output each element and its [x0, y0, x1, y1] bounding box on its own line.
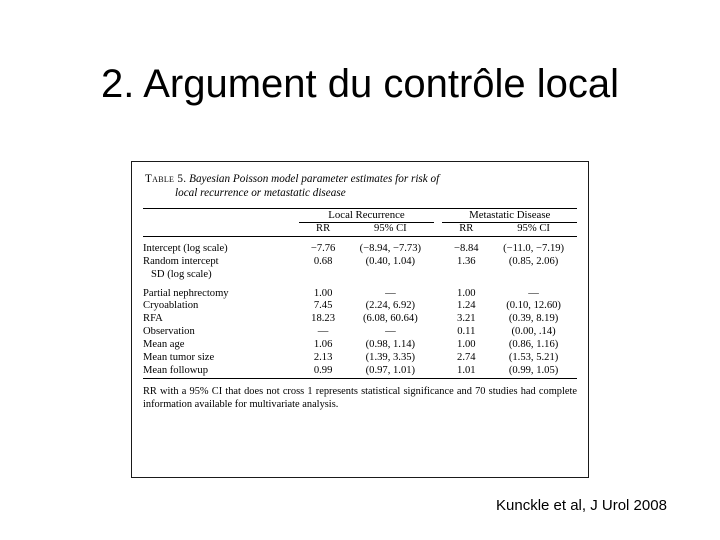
cell-md-rr: 1.36: [457, 255, 476, 267]
column-gap: [434, 326, 443, 339]
column-gap: [434, 300, 443, 313]
cell-md-ci: (0.86, 1.16): [508, 339, 559, 351]
column-header-lr-rr: RR: [299, 222, 347, 236]
cell-lr-rr: 7.45: [313, 300, 333, 312]
table-footnote: RR with a 95% CI that does not cross 1 represents statistical significance and 70 studies had complete information available for multivariate analysis.: [143, 378, 577, 412]
table-row: [143, 326, 577, 339]
cell-md-ci: (0.39, 8.19): [508, 313, 559, 325]
cell-lr-rr: —: [317, 326, 329, 338]
table-row: [143, 352, 577, 365]
table-row: [143, 313, 577, 326]
table-row: [143, 339, 577, 352]
column-header-md-rr: RR: [442, 222, 490, 236]
cell-md-ci: —: [528, 287, 539, 299]
row-label: SD (log scale): [151, 268, 212, 280]
row-label: Observation: [143, 326, 195, 338]
cell-lr-rr: [299, 269, 347, 282]
column-gap: [434, 313, 443, 326]
cell-lr-rr: −7.76: [310, 242, 336, 254]
group-header-local-recurrence: Local Recurrence: [299, 208, 434, 222]
cell-lr-rr: 0.99: [313, 365, 333, 377]
cell-lr-ci: (0.97, 1.01): [365, 365, 416, 377]
table-group-header-row: [143, 208, 577, 222]
group-header-metastatic-disease: Metastatic Disease: [442, 208, 577, 222]
cell-md-ci: (0.85, 2.06): [508, 255, 559, 267]
cell-md-rr: 1.24: [457, 300, 476, 312]
cell-lr-rr: 1.06: [313, 339, 333, 351]
row-label: Mean age: [143, 339, 185, 351]
cell-lr-rr: 1.00: [313, 287, 333, 299]
cell-lr-ci: (2.24, 6.92): [365, 300, 416, 312]
table-row: [143, 300, 577, 313]
table-caption-line2: local recurrence or metastatic disease: [175, 187, 346, 200]
column-gap: [434, 269, 443, 282]
cell-md-ci: (0.00, .14): [511, 326, 556, 338]
cell-lr-ci: (−8.94, −7.73): [359, 242, 422, 254]
cell-lr-rr: 0.68: [313, 255, 333, 267]
table-subheader-row: [143, 222, 577, 236]
column-gap: [434, 339, 443, 352]
column-gap: [434, 352, 443, 365]
cell-md-rr: 1.01: [457, 365, 476, 377]
cell-md-ci: (0.10, 12.60): [506, 300, 561, 312]
row-label: Cryoablation: [143, 300, 199, 312]
cell-md-ci: (−11.0, −7.19): [503, 242, 565, 254]
row-label: Mean tumor size: [143, 352, 215, 364]
column-gap: [434, 288, 443, 301]
table-figure: [131, 161, 589, 478]
column-header-lr-ci: 95% CI: [347, 222, 434, 236]
estimates-table: [143, 208, 577, 378]
cell-md-rr: −8.84: [454, 242, 479, 254]
table-row: [143, 288, 577, 301]
column-gap: [434, 256, 443, 269]
cell-lr-ci: —: [385, 326, 396, 338]
cell-lr-rr: 18.23: [311, 313, 336, 325]
column-gap: [434, 365, 443, 378]
cell-md-rr: 0.11: [457, 326, 476, 338]
column-gap: [434, 243, 443, 256]
cell-md-rr: 2.74: [457, 352, 476, 364]
table-row: [143, 256, 577, 269]
source-credit: Kunckle et al, J Urol 2008: [496, 497, 667, 514]
table-caption: [143, 172, 577, 201]
table-row: [143, 365, 577, 378]
cell-md-rr: 1.00: [457, 339, 476, 351]
cell-lr-rr: 2.13: [313, 352, 333, 364]
table-caption-line1: Bayesian Poisson model parameter estimates for risk of: [189, 173, 440, 185]
row-label: Mean followup: [143, 365, 209, 377]
cell-lr-ci: [347, 269, 434, 282]
table-row: [143, 269, 577, 282]
cell-md-rr: [442, 269, 490, 282]
cell-lr-ci: (0.98, 1.14): [365, 339, 416, 351]
row-label: Partial nephrectomy: [143, 287, 229, 299]
row-label: RFA: [143, 313, 163, 325]
row-label: Random intercept: [143, 255, 219, 267]
cell-lr-ci: (0.40, 1.04): [365, 255, 416, 267]
cell-md-ci: (1.53, 5.21): [508, 352, 559, 364]
cell-md-rr: 1.00: [457, 287, 476, 299]
row-label: Intercept (log scale): [143, 242, 228, 254]
cell-lr-ci: (6.08, 60.64): [363, 313, 418, 325]
table-row: [143, 243, 577, 256]
cell-lr-ci: —: [385, 287, 396, 299]
page-title: 2. Argument du contrôle local: [100, 62, 620, 106]
table-body: [143, 243, 577, 378]
cell-md-ci: [490, 269, 577, 282]
table-label: Table 5.: [145, 173, 187, 185]
cell-lr-ci: (1.39, 3.35): [365, 352, 416, 364]
cell-md-ci: (0.99, 1.05): [508, 365, 559, 377]
column-header-md-ci: 95% CI: [490, 222, 577, 236]
cell-md-rr: 3.21: [457, 313, 476, 325]
